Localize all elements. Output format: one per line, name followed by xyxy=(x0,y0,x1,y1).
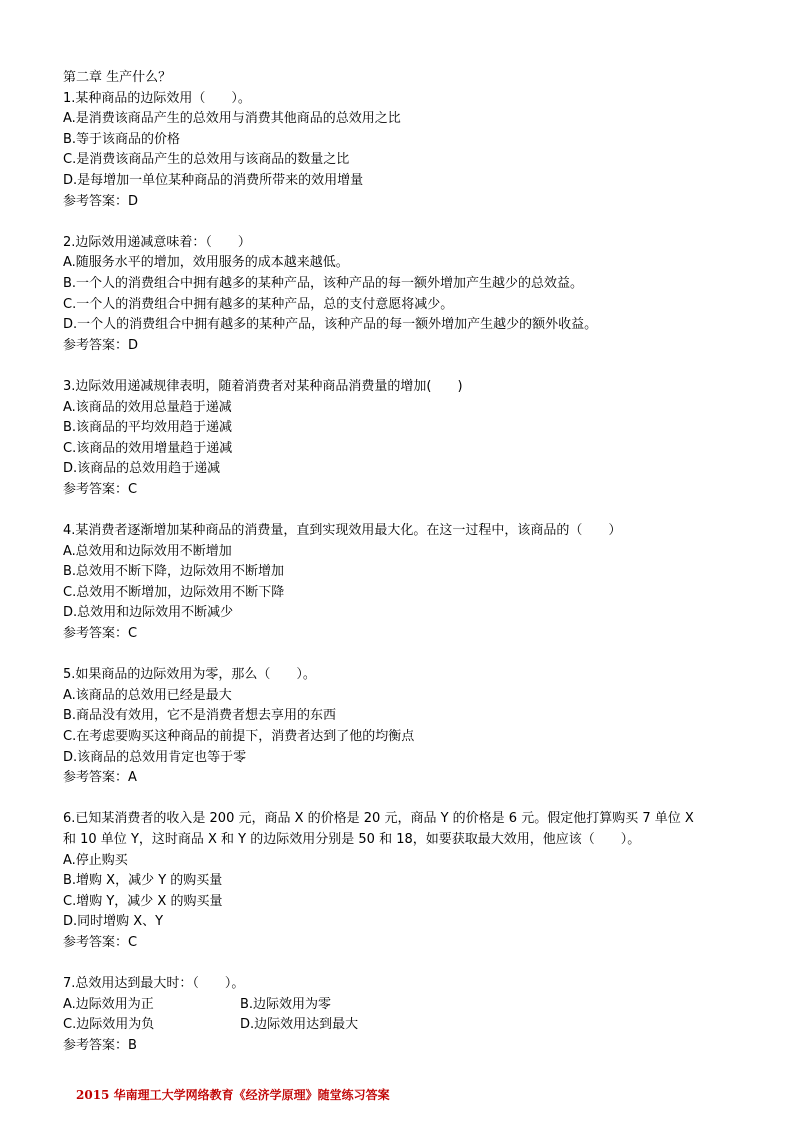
option-c: C.是消费该商品产生的总效用与该商品的数量之比 xyxy=(63,152,350,168)
question-4 xyxy=(63,521,753,645)
option-a: A.随服务水平的增加，效用服务的成本越来越低。 xyxy=(63,255,349,271)
option-d: D.边际效用达到最大 xyxy=(240,1017,359,1033)
question-3 xyxy=(63,377,753,501)
option-d: D.该商品的总效用肯定也等于零 xyxy=(63,749,247,765)
answer: 参考答案：A xyxy=(63,770,137,786)
option-a: A.该商品的总效用已经是最大 xyxy=(63,687,232,703)
page-footer: 2015 华南理工大学网络教育《经济学原理》随堂练习答案 xyxy=(76,1088,390,1102)
question-1 xyxy=(63,89,753,213)
option-b: B.总效用不断下降，边际效用不断增加 xyxy=(63,564,285,580)
option-b: B.商品没有效用，它不是消费者想去享用的东西 xyxy=(63,708,337,724)
option-b: B.该商品的平均效用趋于递减 xyxy=(63,420,233,436)
question-stem: 7.总效用达到最大时：（ ）。 xyxy=(63,976,245,992)
option-c: C.在考虑要购买这种商品的前提下，消费者达到了他的均衡点 xyxy=(63,729,415,744)
answer: 参考答案：D xyxy=(63,193,139,209)
option-a: A.边际效用为正 xyxy=(63,996,154,1012)
option-c: C.该商品的效用增量趋于递减 xyxy=(63,440,233,456)
option-a: A.是消费该商品产生的总效用与消费其他商品的总效用之比 xyxy=(63,111,401,127)
option-d: D.该商品的总效用趋于递减 xyxy=(63,461,221,477)
option-d: D.总效用和边际效用不断减少 xyxy=(63,605,234,621)
question-stem-line-1: 6.已知某消费者的收入是 200 元，商品 X 的价格是 20 元，商品 Y 的价格是 6 元。假定他打算购买 7 单位 X xyxy=(63,811,694,827)
answer: 参考答案：C xyxy=(63,626,138,642)
option-c: C.一个人的消费组合中拥有越多的某种产品，总的支付意愿将减少。 xyxy=(63,296,454,312)
option-b: B.一个人的消费组合中拥有越多的某种产品，该种产品的每一额外增加产生越少的总效益。 xyxy=(63,275,584,291)
question-7 xyxy=(63,974,753,1056)
answer: 参考答案：B xyxy=(63,1037,137,1053)
option-c: C.增购 Y，减少 X 的购买量 xyxy=(63,893,223,909)
question-6 xyxy=(63,809,753,953)
option-d: D.是每增加一单位某种商品的消费所带来的效用增量 xyxy=(63,172,364,188)
question-5 xyxy=(63,665,753,789)
option-d: D.同时增购 X、Y xyxy=(63,914,164,930)
option-a: A.停止购买 xyxy=(63,852,128,868)
question-stem: 2.边际效用递减意味着：（ ） xyxy=(63,234,251,250)
question-stem: 1.某种商品的边际效用（ ）。 xyxy=(63,90,251,106)
option-d: D.一个人的消费组合中拥有越多的某种产品，该种产品的每一额外增加产生越少的额外收益。 xyxy=(63,317,598,333)
option-b: B.边际效用为零 xyxy=(240,996,332,1012)
option-b: B.等于该商品的价格 xyxy=(63,131,181,147)
chapter-title: 第二章 生产什么？ xyxy=(63,70,172,85)
options-row-1 xyxy=(63,995,753,1016)
option-a: A.总效用和边际效用不断增加 xyxy=(63,543,232,559)
question-stem-line-2: 和 10 单位 Y，这时商品 X 和 Y 的边际效用分别是 50 和 18，如要获取最大效用，他应该（ ）。 xyxy=(63,831,641,847)
option-c: C.总效用不断增加，边际效用不断下降 xyxy=(63,584,285,600)
question-stem: 5.如果商品的边际效用为零，那么（ ）。 xyxy=(63,667,316,683)
question-stem: 3.边际效用递减规律表明，随着消费者对某种商品消费量的增加( ) xyxy=(63,378,463,394)
answer: 参考答案：D xyxy=(63,337,139,353)
question-2 xyxy=(63,233,753,357)
options-row-2 xyxy=(63,1015,753,1036)
option-b: B.增购 X，减少 Y 的购买量 xyxy=(63,873,223,889)
option-c: C.边际效用为负 xyxy=(63,1017,155,1033)
answer: 参考答案：C xyxy=(63,934,138,950)
answer: 参考答案：C xyxy=(63,481,138,497)
option-a: A.该商品的效用总量趋于递减 xyxy=(63,399,232,415)
document-content xyxy=(63,68,753,1077)
question-stem: 4.某消费者逐渐增加某种商品的消费量，直到实现效用最大化。在这一过程中，该商品的（ ） xyxy=(63,523,622,539)
